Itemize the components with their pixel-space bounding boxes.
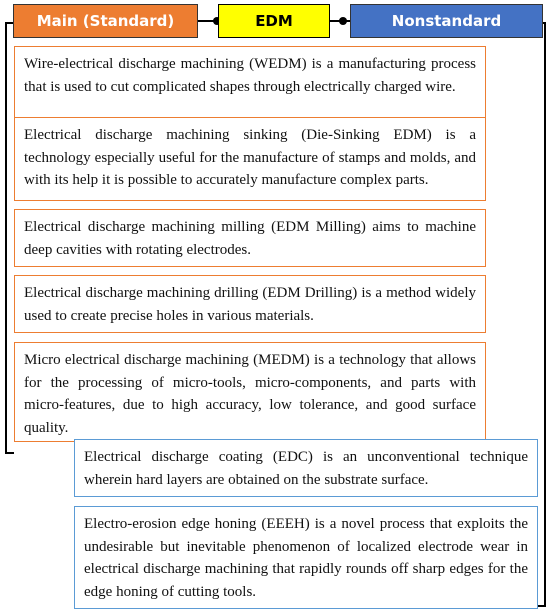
- nonstandard-bracket-vertical: [544, 22, 546, 607]
- main-standard-header: Main (Standard): [13, 4, 198, 38]
- edc-box: Electrical discharge coating (EDC) is an unconventional technique wherein hard layers are obtained on the substrate surface.: [74, 439, 538, 497]
- edm-drilling-box: Electrical discharge machining drilling (EDM Drilling) is a method widely used to create precise holes in various materials.: [14, 275, 486, 333]
- edm-milling-box: Electrical discharge machining milling (EDM Milling) aims to machine deep cavities with rotating electrodes.: [14, 209, 486, 267]
- wedm-box: Wire-electrical discharge machining (WEDM) is a manufacturing process that is used to cut complicated shapes through electrically charged wire.: [14, 46, 486, 118]
- edm-header: EDM: [218, 4, 330, 38]
- die-sinking-edm-box: Electrical discharge machining sinking (Die-Sinking EDM) is a technology especially useful for the manufacture of stamps and molds, and with its help it is possible to accurately manufacture complex parts.: [14, 117, 486, 201]
- connector-dot-right: [339, 17, 347, 25]
- nonstandard-header: Nonstandard: [350, 4, 543, 38]
- main-bracket-bottom: [5, 452, 14, 454]
- main-bracket-vertical: [5, 22, 7, 454]
- eeeh-box: Electro-erosion edge honing (EEEH) is a novel process that exploits the undesirable but inevitable phenomenon of localized electrode wear in electrical discharge machining that rapidly rounds off sharp edges for the edge honing of cutting tools.: [74, 506, 538, 609]
- medm-box: Micro electrical discharge machining (MEDM) is a technology that allows for the processing of micro-tools, micro-components, and parts with micro-features, due to high accuracy, low tolerance, and good surface quality.: [14, 342, 486, 442]
- nonstandard-bracket-bottom: [538, 605, 546, 607]
